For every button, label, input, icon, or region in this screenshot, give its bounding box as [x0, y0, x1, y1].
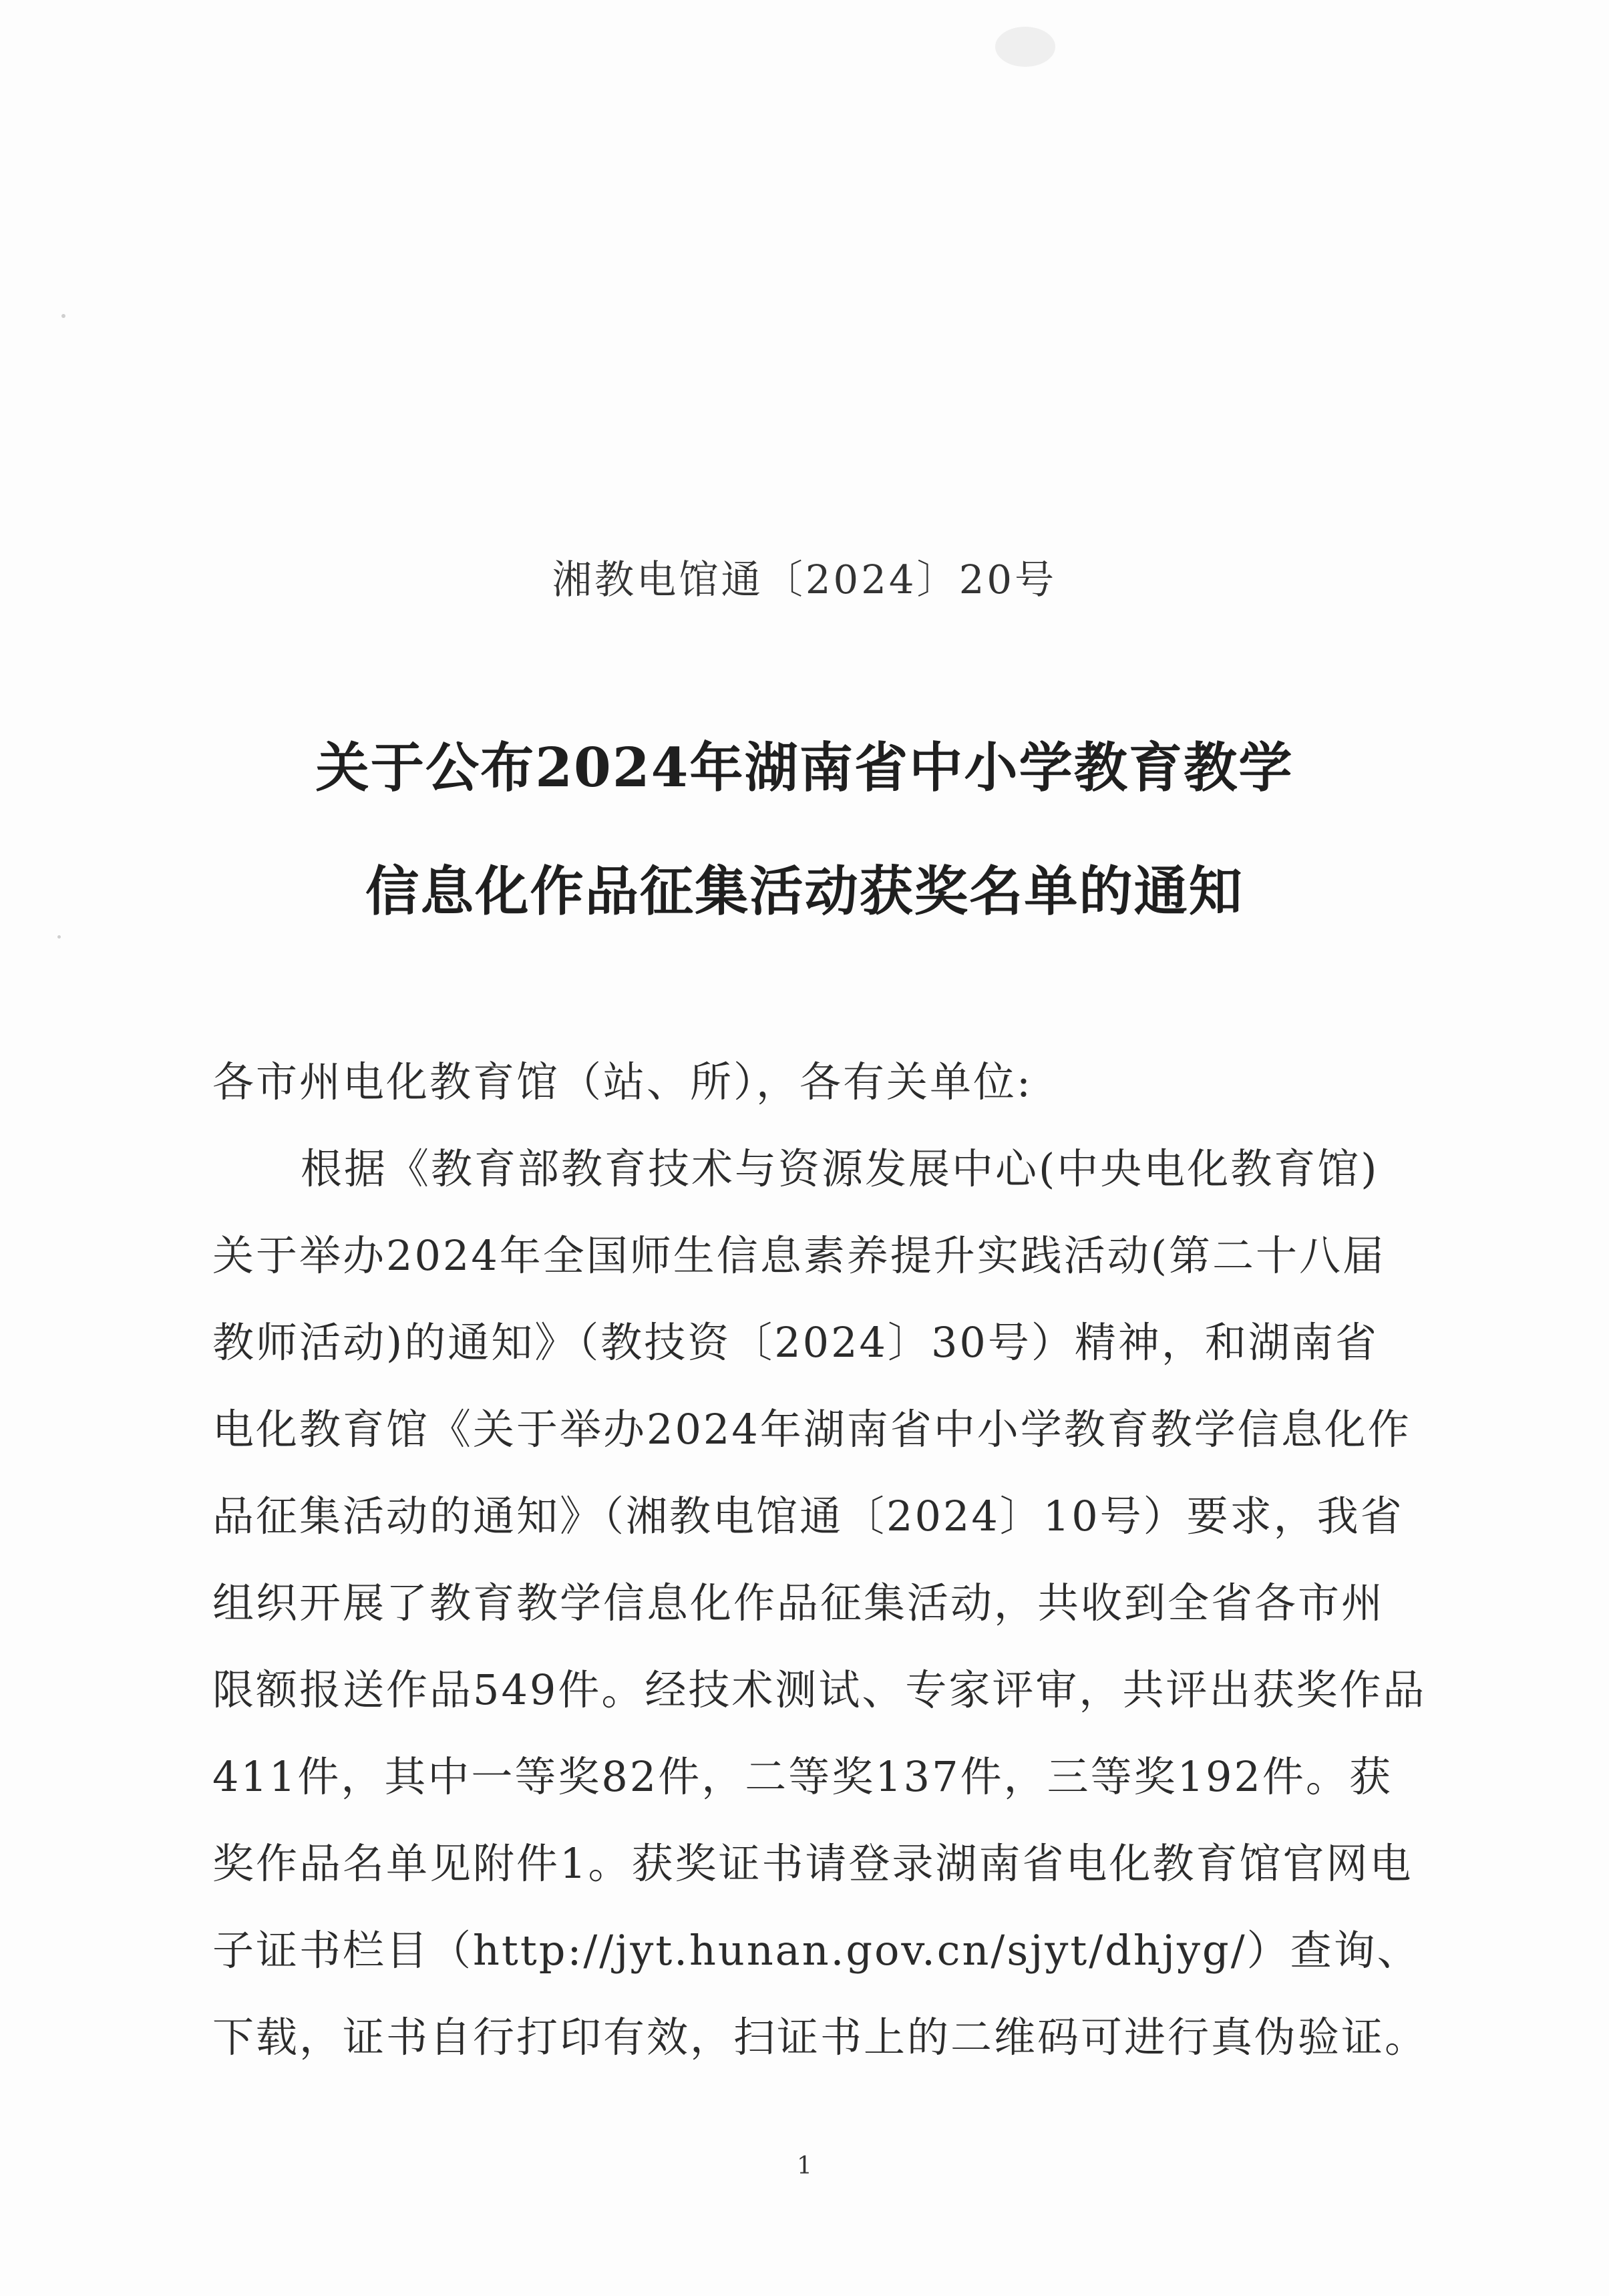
document-title-line-2: 信息化作品征集活动获奖名单的通知 [365, 860, 1244, 923]
scan-speck [61, 314, 65, 318]
paragraph-line: 关于举办2024年全国师生信息素养提升实践活动(第二十八届 [212, 1231, 1386, 1280]
paragraph-line: 下载，证书自行打印有效，扫证书上的二维码可进行真伪验证。 [212, 2013, 1429, 2062]
document-title-line-1: 关于公布2024年湖南省中小学教育教学 [315, 736, 1294, 799]
paragraph-line: 子证书栏目（http://jyt.hunan.gov.cn/sjyt/dhjyg/）查询、 [212, 1926, 1421, 1975]
paragraph-line: 411件，其中一等奖82件，二等奖137件，三等奖192件。获 [212, 1752, 1393, 1801]
paragraph-line: 奖作品名单见附件1。获奖证书请登录湖南省电化教育馆官网电 [212, 1839, 1413, 1888]
document-number: 湘教电馆通〔2024〕20号 [552, 556, 1057, 603]
paragraph-line: 限额报送作品549件。经技术测试、专家评审，共评出获奖作品 [212, 1665, 1427, 1714]
scan-mark [995, 27, 1055, 67]
paragraph-line: 教师活动)的通知》（教技资〔2024〕30号）精神，和湖南省 [212, 1318, 1379, 1367]
page-number: 1 [797, 2152, 812, 2180]
paragraph-line: 根据《教育部教育技术与资源发展中心(中央电化教育馆) [301, 1144, 1379, 1193]
scan-speck [57, 935, 61, 939]
paragraph-line: 品征集活动的通知》（湘教电馆通〔2024〕10号）要求，我省 [212, 1492, 1404, 1540]
paragraph-line: 电化教育馆《关于举办2024年湖南省中小学教育教学信息化作 [212, 1405, 1411, 1454]
salutation: 各市州电化教育馆（站、所），各有关单位: [212, 1057, 1033, 1106]
paragraph-line: 组织开展了教育教学信息化作品征集活动，共收到全省各市州 [212, 1579, 1385, 1627]
